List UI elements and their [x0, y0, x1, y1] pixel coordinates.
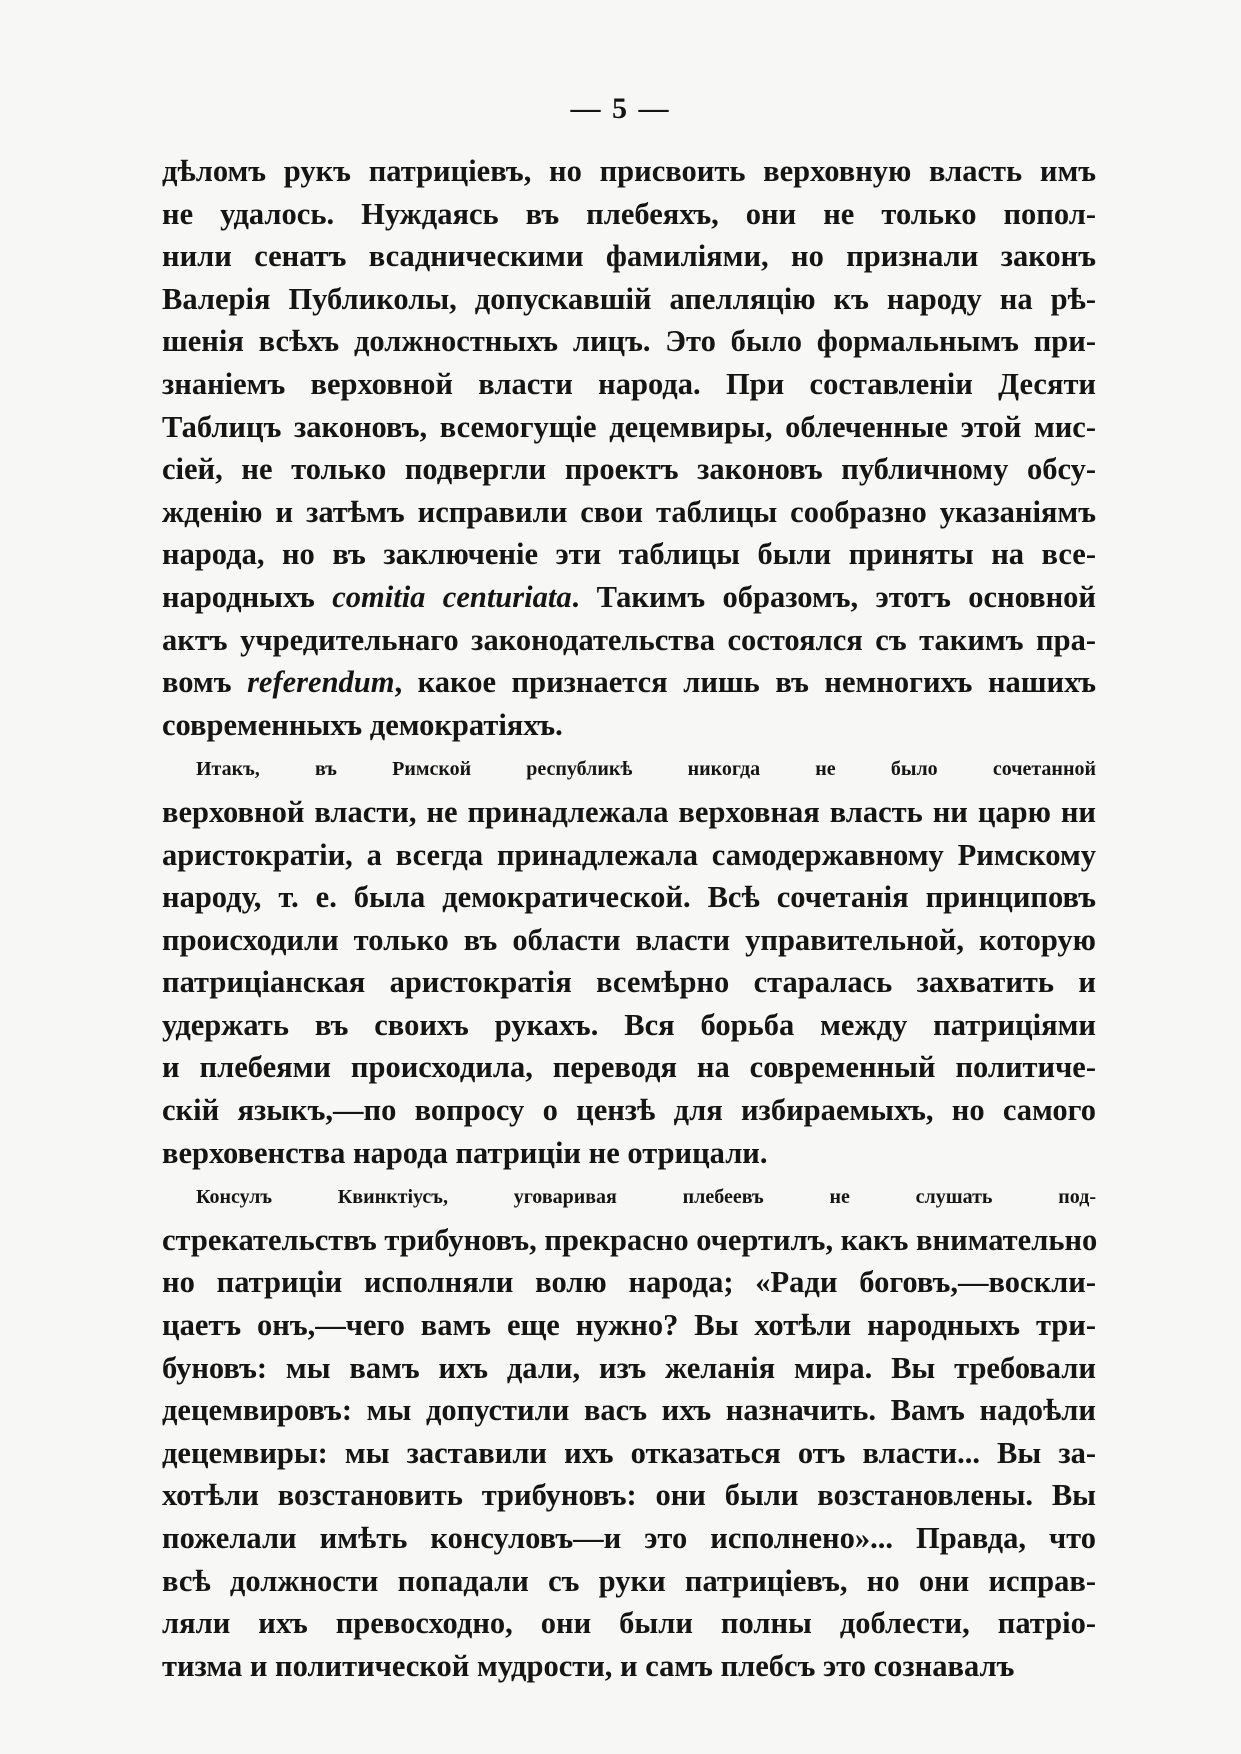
- text-line: [162, 1347, 1096, 1390]
- text-segment: цаетъ онъ,—чего вамъ еще нужно? Вы хотѣли народныхъ три-: [162, 1308, 1096, 1343]
- text-segment: , какое признается лишь въ немногихъ нашихъ: [394, 665, 1096, 700]
- text-segment: верховной власти, не принадлежала верховная власть ни царю ни: [162, 794, 1096, 829]
- text-segment: хотѣли возстановить трибуновъ: они были возстановлены. Вы: [162, 1478, 1096, 1513]
- text-line: [162, 1602, 1096, 1645]
- text-line: [162, 1432, 1096, 1475]
- text-line: [162, 834, 1096, 877]
- text-segment: народа, но въ заключеніе эти таблицы были приняты на все-: [162, 537, 1096, 572]
- text-line: [162, 533, 1096, 576]
- text-segment: аристократіи, а всегда принадлежала самодержавному Римскому: [162, 837, 1096, 872]
- text-segment: децемвировъ: мы допустили васъ ихъ назначить. Вамъ надоѣли: [162, 1393, 1096, 1428]
- text-segment: стрекательствъ трибуновъ, прекрасно очертилъ, какъ внимательно: [162, 1222, 1098, 1257]
- text-line: [162, 1517, 1096, 1560]
- text-line: [162, 1176, 1096, 1219]
- text-segment: Валерія Публиколы, допускавшій апелляцію къ народу на рѣ-: [162, 281, 1096, 316]
- latin-term: referendum: [247, 665, 395, 700]
- text-segment: удержать въ своихъ рукахъ. Вся борьба между патриціями: [162, 1007, 1096, 1042]
- text-segment: сіей, не только подвергли проектъ законовъ публичному обсу-: [162, 452, 1096, 487]
- text-line: [162, 1474, 1096, 1517]
- text-segment: . Такимъ образомъ, этотъ основной: [571, 579, 1096, 614]
- text-line: [162, 320, 1096, 363]
- text-segment: но патриціи исполняли волю народа; «Ради боговъ,—воскли-: [162, 1265, 1096, 1300]
- text-line: [162, 491, 1096, 534]
- text-line: [162, 661, 1096, 704]
- text-segment: пожелали имѣть консуловъ—и это исполнено»... Правда, что: [162, 1521, 1096, 1555]
- text-segment: ляли ихъ превосходно, они были полны доблести, патріо-: [162, 1606, 1096, 1641]
- text-segment: вомъ: [162, 665, 248, 700]
- text-segment: Итакъ, въ Римской республикѣ никогда не было сочетанной: [196, 758, 1096, 781]
- text-line: [162, 619, 1096, 662]
- text-segment: актъ учредительнаго законодательства состоялся съ такимъ пра-: [162, 622, 1096, 657]
- text-line: [162, 1261, 1096, 1304]
- text-segment: патриціанская аристократія всемѣрно старалась захватить и: [162, 965, 1096, 1000]
- text-segment: Таблицъ законовъ, всемогущіе децемвиры, облеченные этой мис-: [162, 409, 1096, 444]
- text-segment: тизма и политической мудрости, и самъ плебсъ это сознавалъ: [162, 1648, 1015, 1683]
- text-segment: Консулъ Квинктіусъ, уговаривая плебеевъ не слушать под-: [196, 1186, 1096, 1209]
- text-segment: народу, т. е. была демократической. Всѣ сочетанія принциповъ: [162, 880, 1096, 915]
- text-line: [162, 1132, 1096, 1175]
- latin-term: comitia centuriata: [332, 579, 572, 614]
- text-line: [162, 1219, 1096, 1262]
- text-segment: знаніемъ верховной власти народа. При составленіи Десяти: [162, 366, 1096, 401]
- text-segment: нили сенатъ всадническими фамиліями, но признали законъ: [162, 239, 1096, 274]
- text-line: [162, 363, 1096, 406]
- text-line: [162, 919, 1096, 962]
- text-line: [162, 961, 1096, 1004]
- text-segment: всѣ должности попадали съ руки патриціевъ, но они исправ-: [162, 1563, 1096, 1598]
- text-line: [162, 193, 1096, 236]
- text-segment: и плебеями происходила, переводя на современный политиче-: [162, 1050, 1096, 1085]
- text-line: [162, 235, 1096, 278]
- text-segment: происходили только въ области власти управительной, которую: [162, 922, 1096, 957]
- text-line: [162, 1304, 1096, 1347]
- text-line: [162, 1645, 1096, 1688]
- text-line: [162, 1004, 1096, 1047]
- text-segment: не удалось. Нуждаясь въ плебеяхъ, они не только попол-: [162, 196, 1096, 231]
- text-segment: верховенства народа патриціи не отрицали.: [162, 1135, 768, 1170]
- text-line: [162, 704, 1096, 747]
- text-line: [162, 576, 1096, 619]
- paragraph: [162, 748, 1096, 1174]
- text-line: [162, 791, 1096, 834]
- text-segment: буновъ: мы вамъ ихъ дали, изъ желанія мира. Вы требовали: [162, 1350, 1096, 1385]
- text-segment: жденію и затѣмъ исправили свои таблицы сообразно указаніямъ: [162, 494, 1096, 529]
- text-line: [162, 748, 1096, 791]
- text-line: [162, 1089, 1096, 1132]
- text-line: [162, 1046, 1096, 1089]
- text-line: [162, 278, 1096, 321]
- paragraph: [162, 150, 1096, 746]
- text-line: [162, 448, 1096, 491]
- text-line: [162, 1389, 1096, 1432]
- text-segment: народныхъ: [162, 579, 333, 614]
- text-segment: децемвиры: мы заставили ихъ отказаться отъ власти... Вы за-: [162, 1435, 1096, 1470]
- text-segment: дѣломъ рукъ патриціевъ, но присвоить верховную власть имъ: [162, 154, 1096, 188]
- text-segment: современныхъ демократіяхъ.: [162, 707, 563, 742]
- paragraph: [162, 1176, 1096, 1687]
- text-line: [162, 1560, 1096, 1603]
- text-line: [162, 406, 1096, 449]
- body-text: [162, 150, 1096, 1687]
- text-line: [162, 876, 1096, 919]
- page-number: — 5 —: [570, 92, 671, 125]
- text-segment: скій языкъ,—по вопросу о цензѣ для избираемыхъ, но самого: [162, 1093, 1096, 1128]
- text-line: [162, 150, 1096, 193]
- text-segment: шенія всѣхъ должностныхъ лицъ. Это было формальнымъ при-: [162, 324, 1096, 359]
